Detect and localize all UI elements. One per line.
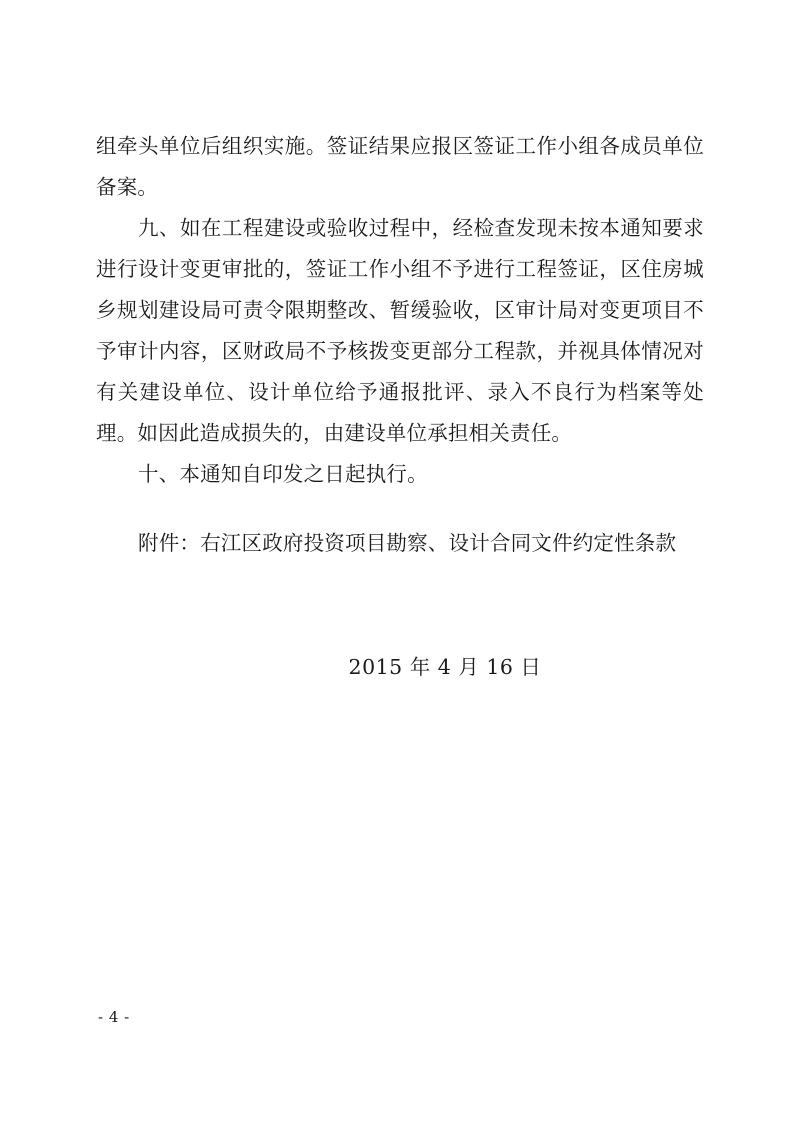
paragraph-article-nine: 九、如在工程建设或验收过程中，经检查发现未按本通知要求进行设计变更审批的，签证工作小组不予进行工程签证，区住房城乡规划建设局可责令限期整改、暂缓验收，区审计局对变更项目不予审计内容，区财政局不予核拨变更部分工程款，并视具体情况对有关建设单位、设计单位给予通报批评、录入不良行为档案等处理。如因此造成损失的，由建设单位承担相关责任。: [96, 216, 704, 445]
page-number: - 4 -: [98, 1008, 130, 1026]
paragraph-spacer: [96, 495, 704, 523]
paragraph-continuation: 组牵头单位后组织实施。签证结果应报区签证工作小组各成员单位备案。: [96, 134, 704, 199]
document-date: 2015 年 4 月 16 日: [348, 655, 542, 679]
document-body: [96, 126, 704, 564]
paragraph-article-ten: 十、本通知自印发之日起执行。: [138, 462, 428, 486]
attachment-line: 附件：右江区政府投资项目勘察、设计合同文件约定性条款: [138, 531, 677, 555]
